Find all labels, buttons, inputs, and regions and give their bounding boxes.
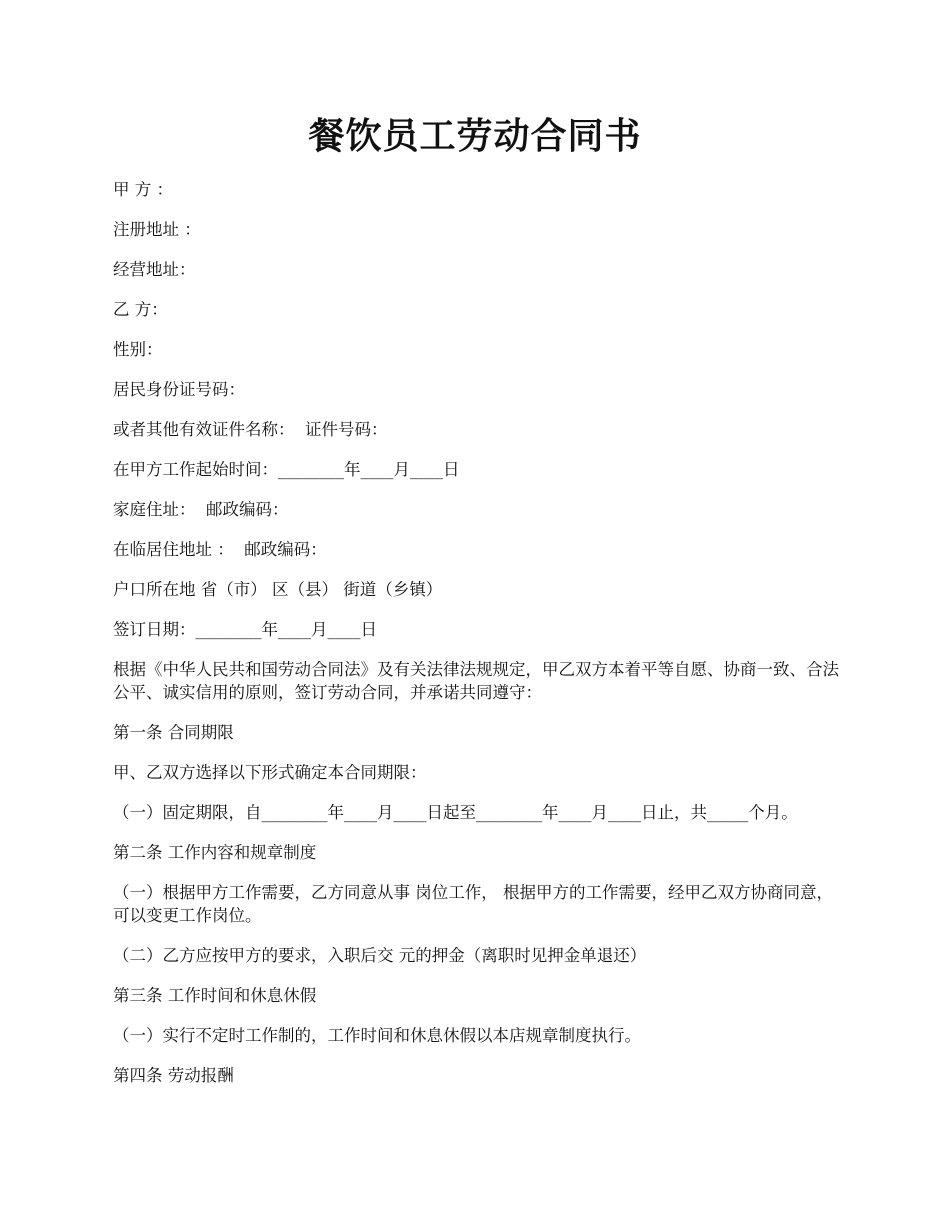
party-b-line: 乙 方： (113, 300, 168, 319)
article-3-clause-1: （一）实行不定时工作制的，工作时间和休息休假以本店规章制度执行。 (113, 1026, 641, 1045)
document-title: 餐饮员工劳动合同书 (308, 115, 642, 157)
business-address-line: 经营地址： (113, 260, 196, 279)
hukou-line: 户口所在地 省（市） 区（县） 街道（乡镇） (113, 580, 443, 599)
home-address-line: 家庭住址： 邮政编码： (113, 500, 289, 519)
article-4-heading: 第四条 劳动报酬 (113, 1066, 234, 1085)
gender-line: 性别： (113, 340, 163, 359)
article-1-heading: 第一条 合同期限 (113, 723, 234, 742)
preamble-paragraph: 根据《中华人民共和国劳动合同法》及有关法律法规规定，甲乙双方本着平等自愿、协商一致、合法公平、诚实信用的原则，签订劳动合同，并承诺共同遵守： (113, 660, 839, 702)
article-1-clause-1: （一）固定期限，自________年____月____日起至________年____月____日止，共_____个月。 (113, 803, 798, 822)
temp-address-line: 在临居住地址 ： 邮政编码： (113, 540, 327, 559)
article-2-clause-2: （二）乙方应按甲方的要求，入职后交 元的押金（离职时见押金单退还） (113, 946, 647, 965)
article-3-heading: 第三条 工作时间和休息休假 (113, 986, 317, 1005)
signing-date-line: 签订日期：________年____月____日 (113, 620, 377, 639)
registered-address-line: 注册地址 ： (113, 220, 201, 239)
start-date-line: 在甲方工作起始时间：________年____月____日 (113, 460, 460, 479)
other-id-line: 或者其他有效证件名称： 证件号码： (113, 420, 388, 439)
document-body (113, 178, 843, 1104)
article-2-heading: 第二条 工作内容和规章制度 (113, 843, 317, 862)
article-1-intro: 甲、乙双方选择以下形式确定本合同期限： (113, 763, 427, 782)
id-number-line: 居民身份证号码： (113, 380, 245, 399)
article-2-clause-1: （一）根据甲方工作需要，乙方同意从事 岗位工作， 根据甲方的工作需要，经甲乙双方协商同意，可以变更工作岗位。 (113, 883, 833, 925)
party-a-line: 甲 方 ： (113, 180, 173, 199)
